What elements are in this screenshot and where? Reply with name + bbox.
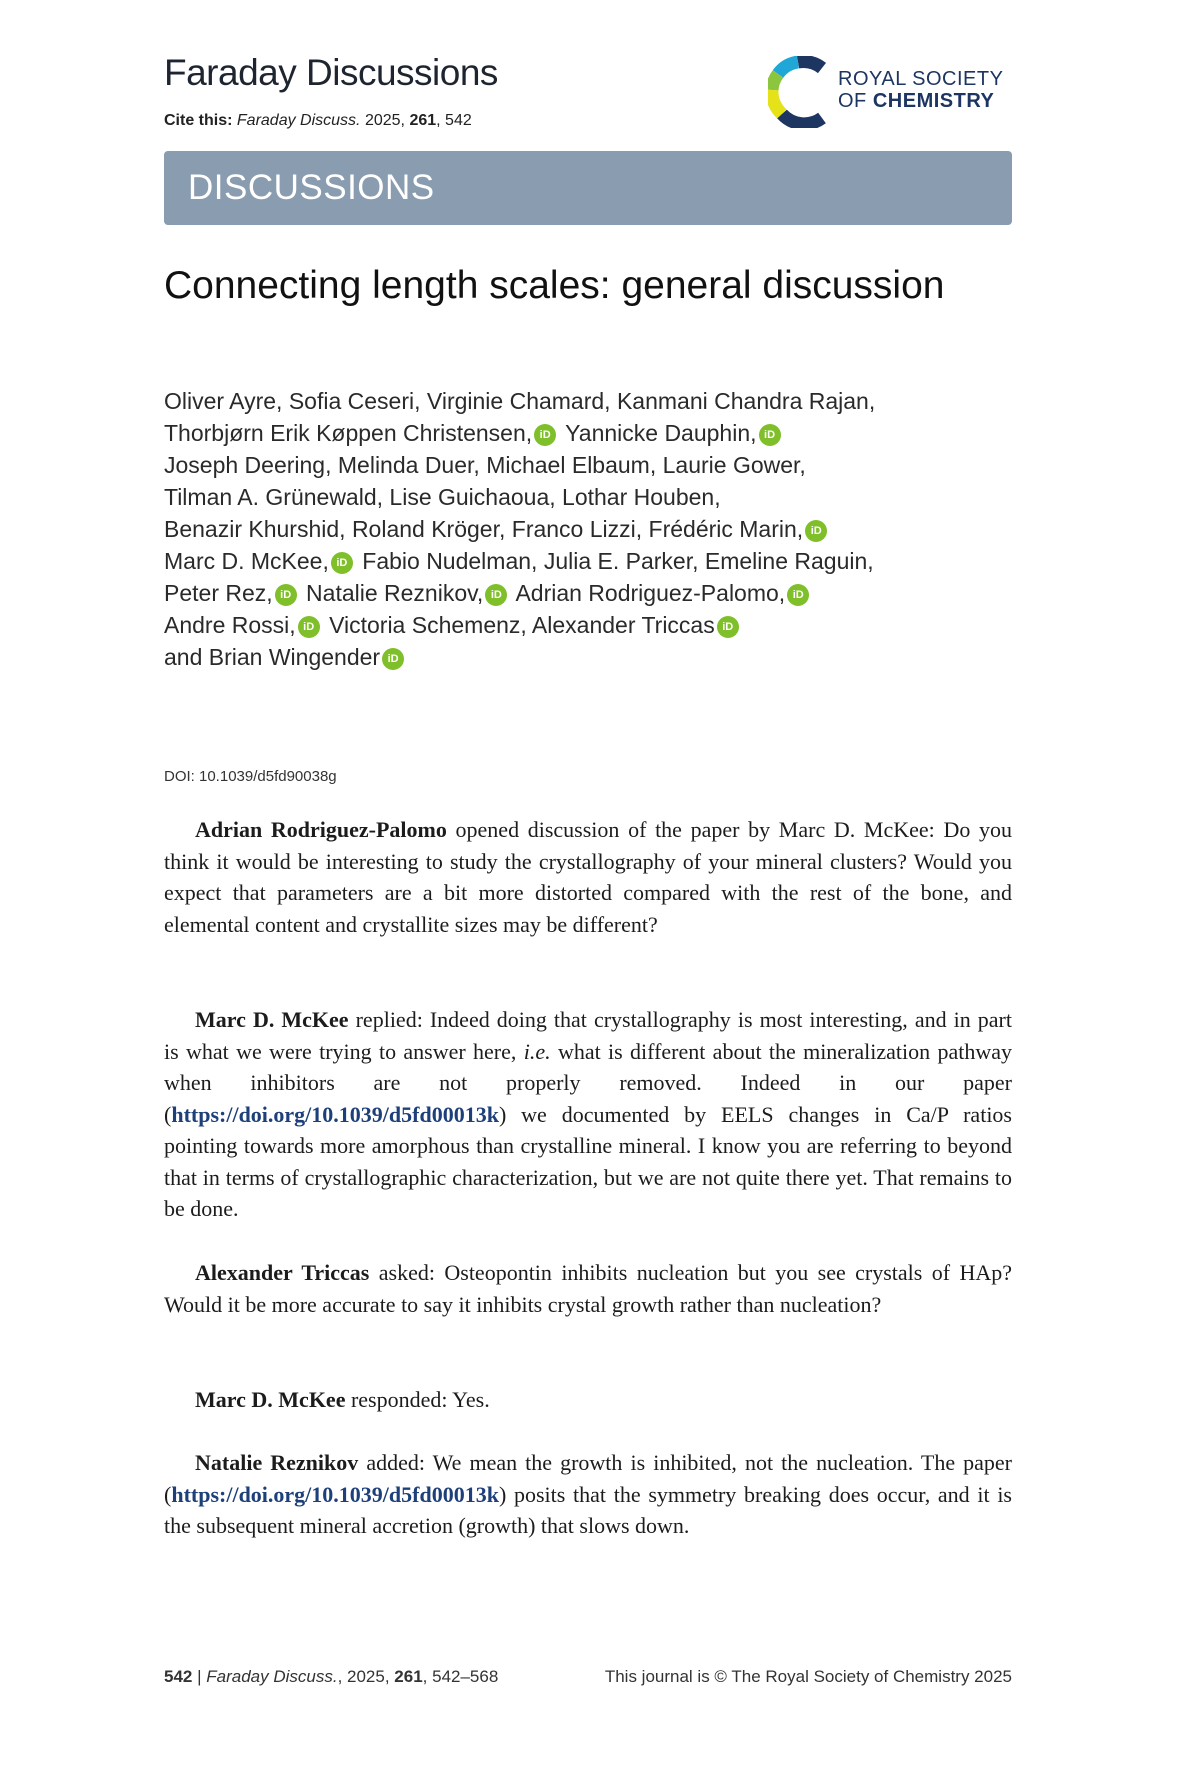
page-footer	[164, 1667, 1012, 1687]
section-label: DISCUSSIONS	[188, 168, 435, 207]
cite-volume: 261	[409, 112, 437, 129]
discussion-paragraph	[164, 1004, 1012, 1225]
author-name: and Brian Wingender	[164, 644, 381, 670]
author-name: Adrian Rodriguez-Palomo,	[515, 580, 786, 606]
footer-year: , 2025,	[337, 1667, 395, 1686]
orcid-icon[interactable]: iD	[759, 424, 781, 446]
speaker-name: Marc D. McKee	[195, 1007, 349, 1032]
author-name: Yannicke Dauphin,	[565, 420, 757, 446]
author-name: Joseph Deering,	[164, 452, 332, 478]
orcid-icon[interactable]: iD	[382, 648, 404, 670]
author-name: Virginie Chamard,	[426, 388, 611, 414]
paragraph-text: what is different about the mineralization pathway when inhibitors are not properly removed. Indeed in our paper (	[164, 1038, 1012, 1127]
author-name: Frédéric Marin,	[648, 516, 804, 542]
author-name: Tilman A. Grünewald,	[164, 484, 384, 510]
logo-of: OF	[838, 90, 867, 112]
footer-journal: Faraday Discuss.	[206, 1667, 338, 1686]
paragraph-text: responded: Yes.	[345, 1387, 490, 1412]
orcid-icon[interactable]: iD	[485, 584, 507, 606]
author-name: Lise Guichaoua,	[389, 484, 556, 510]
doi-link[interactable]: https://doi.org/10.1039/d5fd00013k	[171, 1101, 499, 1127]
citation	[164, 112, 472, 130]
discussion-paragraph	[164, 1257, 1012, 1320]
logo-line-2	[838, 90, 1003, 112]
orcid-icon[interactable]: iD	[275, 584, 297, 606]
cite-year: 2025,	[364, 112, 405, 129]
paragraph-text: opened discussion of the paper by Marc D. McKee: Do you think it would be interesting to study the crystallography of your mineral clusters? Would you expect that parameters are a bit more distorted compared with the rest of the bone, and elemental content and crystallite sizes may be different?	[164, 817, 1013, 937]
rsc-logo	[768, 56, 1018, 128]
footer-volume: 261	[394, 1667, 423, 1686]
author-name: Victoria Schemenz,	[329, 612, 527, 638]
orcid-icon[interactable]: iD	[787, 584, 809, 606]
rsc-c-logo-icon	[768, 56, 832, 128]
cite-journal: Faraday Discuss.	[236, 112, 361, 129]
cite-page: , 542	[436, 112, 472, 129]
page-number: 542	[164, 1667, 193, 1686]
paragraph-text: ) posits that the symmetry breaking does occur, and it is the subsequent mineral accretion (growth) that slows down.	[164, 1481, 1012, 1538]
author-name: Melinda Duer,	[337, 452, 480, 478]
author-name: Julia E. Parker,	[543, 548, 699, 574]
article-title: Connecting length scales: general discussion	[164, 264, 945, 307]
speaker-name: Alexander Triccas	[195, 1260, 370, 1285]
author-name: Kanmani Chandra Rajan,	[616, 388, 876, 414]
author-name: Alexander Triccas	[531, 612, 715, 638]
orcid-icon[interactable]: iD	[717, 616, 739, 638]
paragraph-text: ) we documented by EELS changes in Ca/P ratios pointing towards more amorphous than crystalline mineral. I know you are referring to beyond that in terms of crystallographic characterization, but we are not quite there yet. That remains to be done.	[164, 1101, 1012, 1221]
author-name: Sofia Ceseri,	[288, 388, 421, 414]
author-name: Laurie Gower,	[662, 452, 806, 478]
author-name: Emeline Raguin,	[704, 548, 874, 574]
author-name: Fabio Nudelman,	[362, 548, 538, 574]
author-name: Peter Rez,	[164, 580, 273, 606]
discussion-paragraph	[164, 814, 1012, 940]
orcid-icon[interactable]: iD	[534, 424, 556, 446]
speaker-name: Natalie Reznikov	[195, 1450, 359, 1475]
discussion-paragraph	[164, 1384, 1012, 1416]
logo-chemistry: CHEMISTRY	[872, 90, 995, 112]
author-name: Andre Rossi,	[164, 612, 296, 638]
discussion-paragraph	[164, 1447, 1012, 1542]
author-name: Thorbjørn Erik Køppen Christensen,	[164, 420, 533, 446]
author-name: Marc D. McKee,	[164, 548, 329, 574]
italic-text: i.e.	[523, 1038, 551, 1064]
paragraph-text: replied: Indeed doing that crystallography is most interesting, and in part is what we were trying to answer here,	[164, 1007, 1012, 1064]
speaker-name: Adrian Rodriguez-Palomo	[195, 817, 447, 842]
paragraph-text: added: We mean the growth is inhibited, not the nucleation. The paper (	[164, 1450, 1012, 1507]
author-name: Natalie Reznikov,	[306, 580, 484, 606]
author-name: Benazir Khurshid,	[164, 516, 346, 542]
author-name: Franco Lizzi,	[511, 516, 643, 542]
orcid-icon[interactable]: iD	[331, 552, 353, 574]
paragraph-text: asked: Osteopontin inhibits nucleation but you see crystals of HAp? Would it be more accurate to say it inhibits crystal growth rather than nucleation?	[164, 1260, 1012, 1317]
doi-link[interactable]: https://doi.org/10.1039/d5fd00013k	[171, 1481, 499, 1507]
author-name: Roland Kröger,	[351, 516, 506, 542]
author-name: Michael Elbaum,	[486, 452, 657, 478]
orcid-icon[interactable]: iD	[805, 520, 827, 542]
copyright: This journal is © The Royal Society of Chemistry 2025	[604, 1667, 1012, 1686]
logo-text	[838, 68, 1003, 112]
author-name: Lothar Houben,	[562, 484, 721, 510]
section-banner	[164, 151, 1012, 225]
footer-pages: , 542–568	[422, 1667, 499, 1686]
doi[interactable]: DOI: 10.1039/d5fd90038g	[164, 768, 337, 785]
orcid-icon[interactable]: iD	[298, 616, 320, 638]
footer-separator: |	[192, 1667, 207, 1686]
journal-name: Faraday Discussions	[164, 52, 498, 93]
logo-line-1: ROYAL SOCIETY	[838, 68, 1004, 90]
author-list	[164, 385, 1014, 673]
speaker-name: Marc D. McKee	[195, 1387, 346, 1412]
cite-prefix: Cite this:	[164, 112, 233, 129]
author-name: Oliver Ayre,	[164, 388, 283, 414]
